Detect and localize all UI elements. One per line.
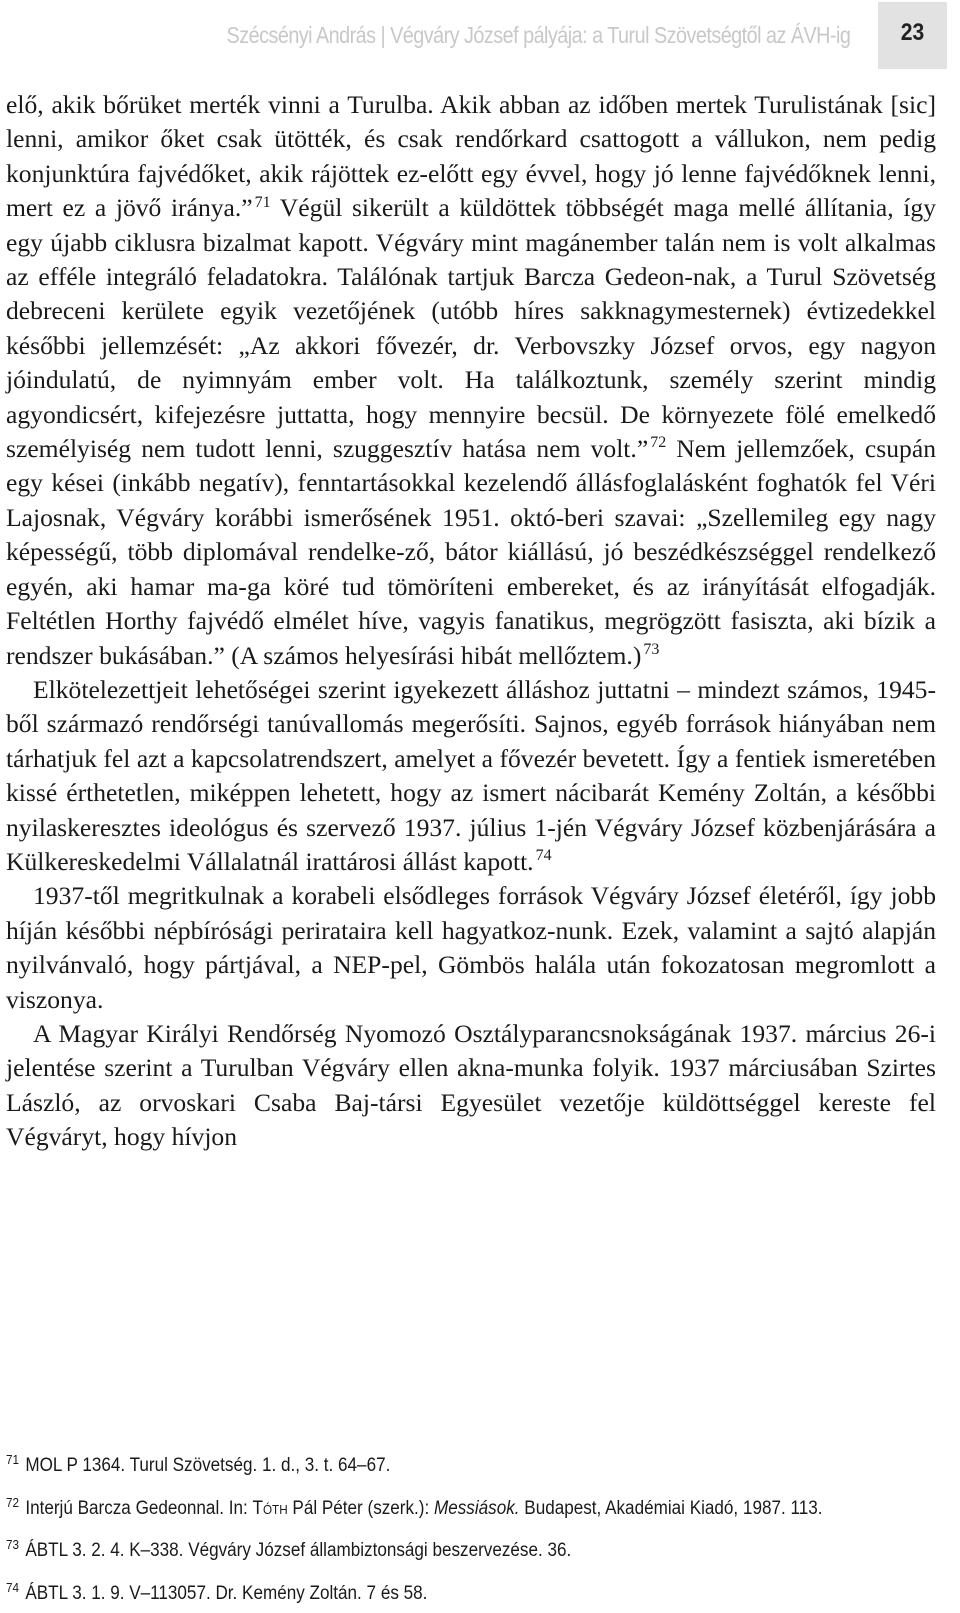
paragraph-2 xyxy=(6,673,936,879)
paragraph-1-part-1: elő, akik bőrüket merték vinni a Turulba. Akik abban az időben mertek Turulistának [sic] lenni, amikor őket csak ütötték, és csak rendőrkard csattogott a vállukon, nem pedig konjunktúra fajvédőket, akik rájöttek ez-előtt egy évvel, hogy jó lenne fajvédőknek lenni, mert ez a jövő iránya.” xyxy=(6,90,936,223)
footnote-text-pre: Interjú Barcza Gedeonnal. In: xyxy=(25,1497,253,1519)
footnote-text: MOL P 1364. Turul Szövetség. 1. d., 3. t. 64–67. xyxy=(25,1455,391,1477)
running-head xyxy=(0,0,960,70)
footnote-ref-72[interactable]: 72 xyxy=(650,434,667,452)
footnote-74 xyxy=(6,1570,843,1613)
footnote-text: ÁBTL 3. 2. 4. K–338. Végváry József állambiztonsági beszervezése. 36. xyxy=(25,1540,572,1562)
running-title: Szécsényi András | Végváry József pályája: a Turul Szövetségtől az ÁVH-ig xyxy=(226,22,850,48)
footnote-ref-71[interactable]: 71 xyxy=(254,193,271,211)
footnote-72 xyxy=(6,1485,843,1528)
body-text xyxy=(6,88,936,1155)
paragraph-4: A Magyar Királyi Rendőrség Nyomozó Osztályparancsnokságának 1937. március 26-i jelentése szerint a Turulban Végváry ellen akna-munka folyik. 1937 márciusában Szirtes László, az orvoskari Csaba Baj-társi Egyesület vezetője küldöttséggel kereste fel Végváryt, hogy hívjon xyxy=(6,1018,936,1152)
footnote-ref-73[interactable]: 73 xyxy=(643,640,660,658)
paragraph-3: 1937-től megritkulnak a korabeli elsődleges források Végváry József életéről, így jobb híján későbbi népbírósági perirataira kell hagyatkoz-nunk. Ezek, valamint a sajtó alapján nyilvánvaló, hogy pártjával, a NEP-pel, Gömbös halála után fokozatosan megromlott a viszonya. xyxy=(6,881,936,1014)
footnote-71 xyxy=(6,1442,843,1485)
footnote-text-post: Budapest, Akadémiai Kiadó, 1987. 113. xyxy=(519,1497,823,1519)
footnotes xyxy=(6,1442,936,1613)
page-number-box xyxy=(878,2,947,69)
footnote-number: 71 xyxy=(6,1452,20,1467)
footnote-number: 72 xyxy=(6,1494,20,1510)
paragraph-1-part-2: Végül sikerült a küldöttek többségét maga mellé állítania, így egy újabb ciklusra bizalmat kapott. Végváry mint magánember talán nem is volt alkalmas az efféle integráló feladatokra. Találónak tartjuk Barcza Gedeon-nak, a Turul Szövetség debreceni kerülete egyik vezetőjének (utóbb híres sakknagymesternek) évtizedekkel későbbi jellemzését: „Az akkori fővezér, dr. Verbovszky József orvos, egy nagyon jóindulatú, de nyimnyám ember volt. Ha találkoztunk, személy szerint mindig agyondicsért, kifejezésre juttatta, hogy mennyire becsül. De környezete fölé emelkedő személyiség nem tudott lenni, szuggesztív hatása nem volt.” xyxy=(6,193,936,464)
paragraph-1-part-3: Nem jellemzőek, csupán egy kései (inkább negatív), fenntartásokkal kezelendő állásfoglalásként foghatók fel Véri Lajosnak, Végváry korábbi ismerősének 1951. októ-beri szavai: „Szellemileg egy nagy képességű, több diplomával rendelke-ző, bátor kiállású, jó beszédkészséggel rendelkező egyén, aki hamar ma-ga köré tud tömöríteni embereket, és az irányítását elfogadják. Feltétlen Horthy fajvédő elmélet híve, vagyis fanatikus, megrögzött fasiszta, aki bízik a rendszer bukásában.” (A számos helyesírási hibát mellőztem.) xyxy=(6,434,936,670)
paragraph-2-text: Elkötelezettjeit lehetőségei szerint igyekezett álláshoz juttatni – mindezt számos, 1945-ből származó rendőrségi tanúvallomás megerősíti. Sajnos, egyéb források hiányában nem tárhatjuk fel azt a kapcsolatrendszert, amelyet a fővezér bevetett. Így a fentiek ismeretében kissé érthetetlen, miképpen lehetett, hogy az ismert nácibarát Kemény Zoltán, a későbbi nyilaskeresztes ideológus és szervező 1937. július 1-jén Végváry József közbenjárására a Külkereskedelmi Vállalatnál irattárosi állást kapott. xyxy=(6,674,936,876)
footnote-text: ÁBTL 3. 1. 9. V–113057. Dr. Kemény Zoltán. 7 és 58. xyxy=(25,1583,428,1605)
footnote-number: 74 xyxy=(6,1579,20,1595)
page-number: 23 xyxy=(900,19,925,46)
footnote-book-title: Messiások. xyxy=(434,1497,520,1519)
footnote-73 xyxy=(6,1527,843,1570)
paragraph-1 xyxy=(6,88,936,673)
footnote-ref-74[interactable]: 74 xyxy=(535,847,552,865)
footnote-number: 73 xyxy=(6,1537,20,1553)
footnote-author: Tóth xyxy=(252,1497,288,1519)
footnote-text-mid: Pál Péter (szerk.): xyxy=(287,1497,435,1519)
